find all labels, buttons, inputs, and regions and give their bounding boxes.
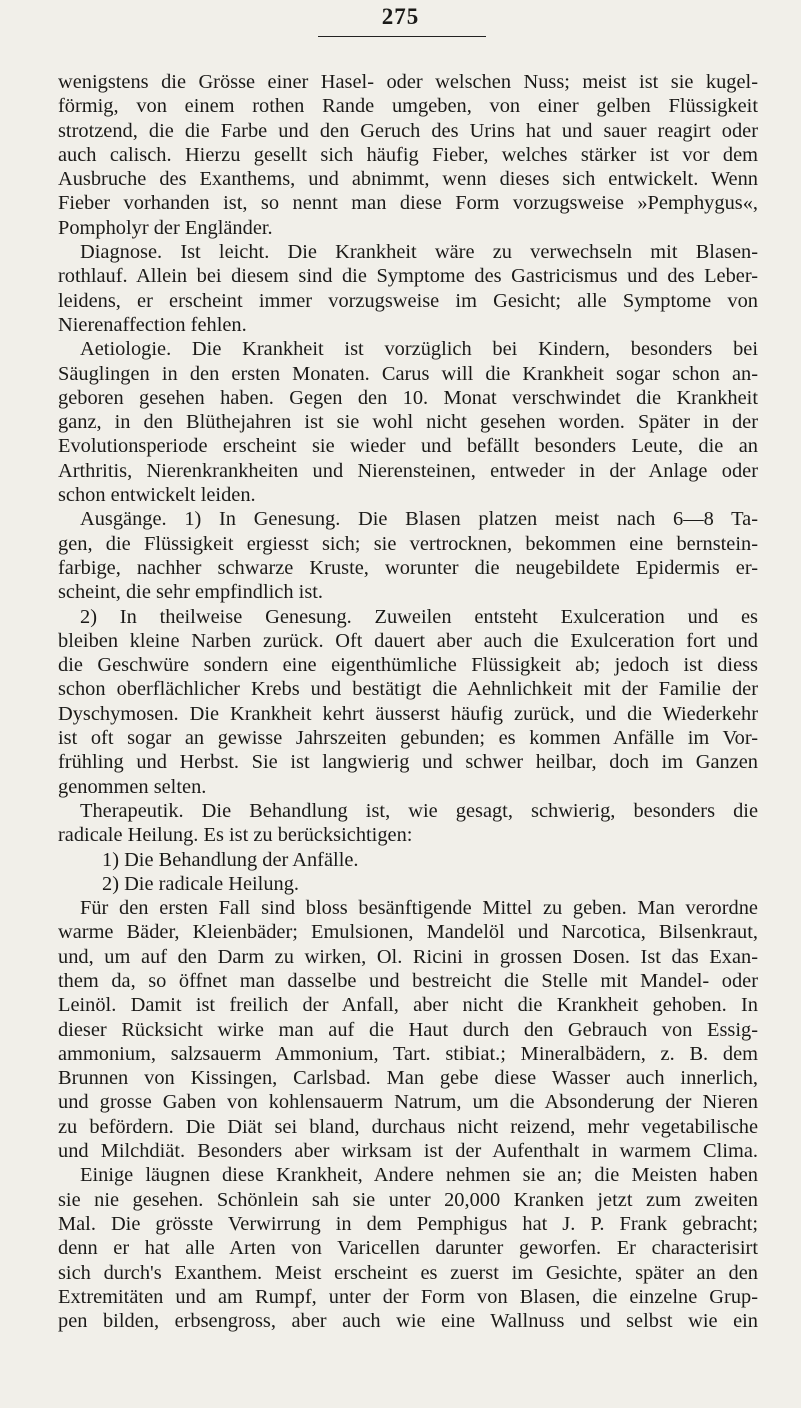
- text-line: 1) Die Behandlung der Anfälle.: [102, 848, 359, 871]
- text-line: them da, so öffnet man dasselbe und bestreicht die Stelle mit Mandel- oder: [58, 969, 758, 992]
- text-line: schon oberflächlicher Krebs und bestätigt die Aehnlichkeit mit der Familie der: [58, 678, 758, 701]
- text-line: schon entwickelt leiden.: [58, 484, 256, 507]
- text-line: ist oft sogar an gewisse Jahrszeiten gebunden; es kommen Anfälle im Vor-: [58, 727, 758, 750]
- text-line: geboren gesehen haben. Gegen den 10. Monat verschwindet die Krankheit: [58, 386, 758, 409]
- body-text: [58, 70, 758, 1333]
- text-line: Fieber vorhanden ist, so nennt man diese Form vorzugsweise »Pemphygus«,: [58, 192, 758, 215]
- text-line: bleiben kleine Narben zurück. Oft dauert aber auch die Exulceration fort und: [58, 629, 758, 652]
- text-line: Ausbruche des Exanthems, und abnimmt, wenn dieses sich entwickelt. Wenn: [58, 168, 758, 191]
- text-line: genommen selten.: [58, 775, 207, 798]
- text-line: 2) Die radicale Heilung.: [102, 872, 300, 895]
- text-line: Nierenaffection fehlen.: [58, 313, 247, 336]
- text-line: warme Bäder, Kleienbäder; Emulsionen, Mandelöl und Narcotica, Bilsenkraut,: [58, 921, 758, 944]
- text-line: Arthritis, Nierenkrankheiten und Nierensteinen, entweder in der Anlage oder: [58, 459, 758, 482]
- text-line: dieser Rücksicht wirke man auf die Haut durch den Gebrauch von Essig-: [58, 1018, 758, 1041]
- text-line: zu befördern. Die Diät sei bland, durchaus nicht reizend, mehr vegetabilische: [58, 1115, 758, 1138]
- text-line: gen, die Flüssigkeit ergiesst sich; sie vertrocknen, bekommen eine bernstein-: [58, 532, 758, 555]
- text-line: denn er hat alle Arten von Varicellen darunter geworfen. Er characterisirt: [58, 1237, 758, 1260]
- text-line: Mal. Die grösste Verwirrung in dem Pemphigus hat J. P. Frank gebracht;: [58, 1212, 758, 1235]
- text-line: Einige läugnen diese Krankheit, Andere nehmen sie an; die Meisten haben: [80, 1164, 758, 1187]
- text-line: Ausgänge. 1) In Genesung. Die Blasen platzen meist nach 6—8 Ta-: [80, 508, 758, 531]
- text-line: sich durch's Exanthem. Meist erscheint es zuerst im Gesichte, später an den: [58, 1261, 758, 1284]
- text-line: auch calisch. Hierzu gesellt sich häufig Fieber, welches stärker ist vor dem: [58, 143, 758, 166]
- page-number: 275: [381, 4, 420, 29]
- text-line: und Milchdiät. Besonders aber wirksam ist der Aufenthalt in warmem Clima.: [58, 1140, 758, 1163]
- text-line: Extremitäten und am Rumpf, unter der Form von Blasen, die einzelne Grup-: [58, 1285, 758, 1308]
- text-line: Brunnen von Kissingen, Carlsbad. Man gebe diese Wasser auch innerlich,: [58, 1067, 758, 1090]
- text-line: radicale Heilung. Es ist zu berücksichtigen:: [58, 824, 413, 847]
- text-line: Diagnose. Ist leicht. Die Krankheit wäre zu verwechseln mit Blasen-: [80, 241, 758, 264]
- text-line: rothlauf. Allein bei diesem sind die Symptome des Gastricismus und des Leber-: [58, 265, 758, 288]
- text-line: ammonium, salzsauerm Ammonium, Tart. stibiat.; Mineralbädern, z. B. dem: [58, 1042, 758, 1065]
- text-line: Dyschymosen. Die Krankheit kehrt äusserst häufig zurück, und die Wiederkehr: [58, 702, 758, 725]
- text-line: 2) In theilweise Genesung. Zuweilen entsteht Exulceration und es: [80, 605, 758, 628]
- text-line: die Geschwüre sondern eine eigenthümliche Flüssigkeit ab; jedoch ist diess: [58, 654, 758, 677]
- text-line: farbige, nachher schwarze Kruste, worunter die neugebildete Epidermis er-: [58, 556, 758, 579]
- text-line: Evolutionsperiode erscheint sie wieder und befällt besonders Leute, die an: [58, 435, 758, 458]
- header-rule: [318, 36, 486, 37]
- text-line: förmig, von einem rothen Rande umgeben, von einer gelben Flüssigkeit: [58, 95, 758, 118]
- text-line: strotzend, die die Farbe und den Geruch des Urins hat und sauer reagirt oder: [58, 119, 758, 142]
- text-line: wenigstens die Grösse einer Hasel- oder welschen Nuss; meist ist sie kugel-: [58, 71, 758, 93]
- text-line: ganz, in den Blüthejahren ist sie wohl nicht gesehen worden. Später in der: [58, 411, 758, 434]
- text-line: leidens, er erscheint immer vorzugsweise im Gesicht; alle Symptome von: [58, 289, 758, 312]
- text-line: pen bilden, erbsengross, aber auch wie eine Wallnuss und selbst wie ein: [58, 1310, 758, 1333]
- text-line: Leinöl. Damit ist freilich der Anfall, aber nicht die Krankheit gehoben. In: [58, 994, 758, 1017]
- text-line: Pompholyr der Engländer.: [58, 216, 273, 239]
- text-line: sie nie gesehen. Schönlein sah sie unter 20,000 Kranken jetzt zum zweiten: [58, 1188, 758, 1211]
- text-line: Für den ersten Fall sind bloss besänftigende Mittel zu geben. Man verordne: [80, 897, 758, 920]
- text-line: frühling und Herbst. Sie ist langwierig und schwer heilbar, doch im Ganzen: [58, 751, 758, 774]
- text-line: Aetiologie. Die Krankheit ist vorzüglich bei Kindern, besonders bei: [80, 338, 758, 361]
- text-line: Therapeutik. Die Behandlung ist, wie gesagt, schwierig, besonders die: [80, 799, 758, 822]
- text-line: scheint, die sehr empfindlich ist.: [58, 581, 324, 604]
- text-line: und grosse Gaben von kohlensauerm Natrum, um die Absonderung der Nieren: [58, 1091, 758, 1114]
- text-line: und, um auf den Darm zu wirken, Ol. Ricini in grossen Dosen. Ist das Exan-: [58, 945, 758, 968]
- text-line: Säuglingen in den ersten Monaten. Carus will die Krankheit sogar schon an-: [58, 362, 758, 385]
